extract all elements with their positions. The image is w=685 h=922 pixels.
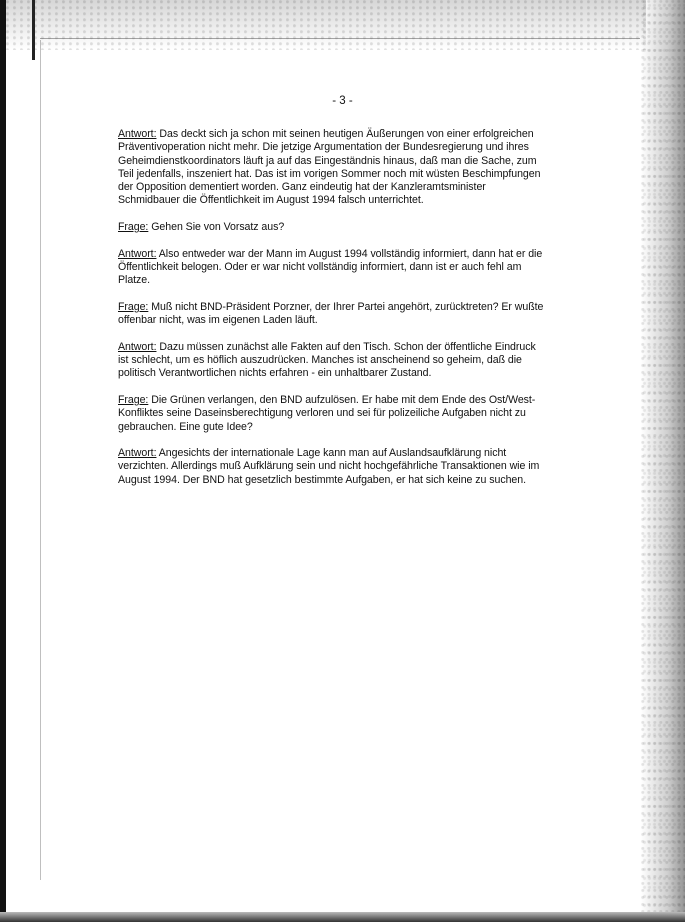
paragraph-text: Angesichts der internationale Lage kann man auf Auslandsaufklärung nicht verzichten. Allerdings muß Aufklärung sein und nicht hochgefährliche Transaktionen wie im August 1994. Der BND hat gesetzlich bestimmte Aufgaben, er hat sich keine zu suchen.	[118, 447, 540, 486]
paragraph-6	[118, 394, 548, 434]
paragraph-text: Das deckt sich ja schon mit seinen heutigen Äußerungen von einer erfolgreichen Präventivoperation nicht mehr. Die jetzige Argumentation der Bundesregierung und ihres Geheimdienstkoordinators läuft ja auf das Eingeständnis hinaus, daß man die Sache, zum Teil jedenfalls, inszeniert hat. Das ist im vorigen Sommer noch mit wüsten Beschimpfungen der Opposition dementiert worden. Ganz eindeutig hat der Kanzleramtsminister Schmidbauer die Öffentlichkeit im August 1994 falsch unterrichtet.	[118, 128, 541, 207]
paragraph-2	[118, 221, 548, 234]
speaker-label: Antwort:	[118, 340, 157, 353]
interview-text	[118, 128, 548, 500]
speaker-label: Antwort:	[118, 447, 157, 460]
speaker-label: Frage:	[118, 300, 149, 313]
scan-right-shadow	[641, 0, 685, 922]
paragraph-1	[118, 128, 548, 208]
scan-fold-line	[40, 40, 41, 880]
paragraph-text: Muß nicht BND-Präsident Porzner, der Ihrer Partei angehört, zurücktreten? Er wußte offenbar nicht, was im eigenen Laden läuft.	[118, 300, 544, 327]
paragraph-5	[118, 341, 548, 381]
scan-top-shadow	[6, 0, 646, 50]
scan-bottom-border	[0, 912, 685, 922]
paragraph-text: Die Grünen verlangen, den BND aufzulösen. Er habe mit dem Ende des Ost/West-Konfliktes seine Daseinsberechtigung verloren und sei für polizeiliche Aufgaben nicht zu gebrauchen. Eine gute Idee?	[118, 393, 536, 433]
page-number: - 3 -	[332, 95, 353, 107]
paragraph-7	[118, 447, 548, 487]
paragraph-text: Gehen Sie von Vorsatz aus?	[151, 221, 285, 234]
scan-left-mark	[32, 0, 35, 60]
speaker-label: Frage:	[118, 221, 149, 234]
paragraph-3	[118, 248, 548, 288]
speaker-label: Antwort:	[118, 128, 157, 140]
paragraph-text: Also entweder war der Mann im August 1994 vollständig informiert, dann hat er die Öffentlichkeit belogen. Oder er war nicht vollständig informiert, dann ist er auch fehl am Platze.	[118, 247, 543, 287]
scan-left-border	[0, 0, 6, 922]
speaker-label: Antwort:	[118, 247, 157, 260]
scan-top-line	[40, 38, 640, 39]
speaker-label: Frage:	[118, 393, 149, 406]
paragraph-4	[118, 301, 548, 328]
paragraph-text: Dazu müssen zunächst alle Fakten auf den Tisch. Schon der öffentliche Eindruck ist schlecht, um es höflich auszudrücken. Manches ist anscheinend so geheim, daß die politisch Verantwortlichen nichts erfahren - ein unhaltbarer Zustand.	[118, 340, 536, 380]
